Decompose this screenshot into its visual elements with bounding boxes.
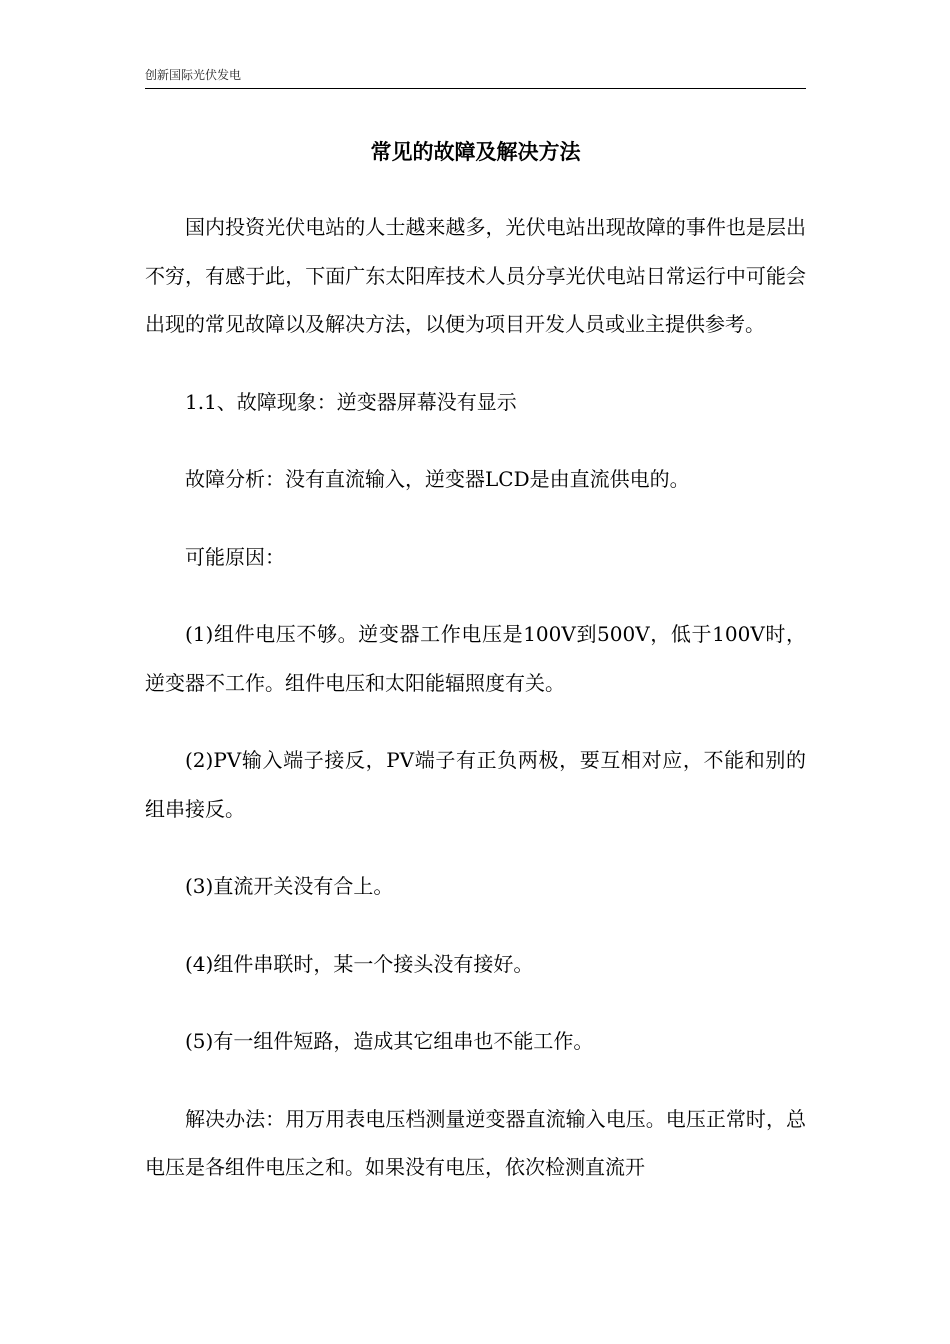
cause-item-5: (5)有一组件短路，造成其它组串也不能工作。: [185, 1029, 594, 1053]
cause-item-3: (3)直流开关没有合上。: [185, 874, 394, 898]
solution-paragraph: 解决办法：用万用表电压档测量逆变器直流输入电压。电压正常时，总电压是各组件电压之和。如果没有电压，依次检测直流开: [145, 1106, 806, 1179]
page-header: [145, 66, 806, 89]
fault-heading: 1.1、故障现象：逆变器屏幕没有显示: [185, 389, 517, 414]
cause-item-2: (2)PV输入端子接反，PV端子有正负两极，要互相对应，不能和别的组串接反。: [145, 748, 806, 821]
header-text: 创新国际光伏发电: [145, 68, 242, 82]
cause-item-4: (4)组件串联时，某一个接头没有接好。: [185, 951, 534, 976]
cause-item-1: (1)组件电压不够。逆变器工作电压是100V到500V，低于100V时，逆变器不工作。组件电压和太阳能辐照度有关。: [145, 622, 806, 695]
fault-analysis: 故障分析：没有直流输入，逆变器LCD是由直流供电的。: [185, 467, 690, 491]
possible-causes-label: 可能原因：: [185, 544, 285, 569]
document-body: [145, 203, 806, 1192]
document-title: 常见的故障及解决方法: [370, 139, 581, 164]
intro-paragraph: 国内投资光伏电站的人士越来越多，光伏电站出现故障的事件也是层出不穷，有感于此，下面广东太阳库技术人员分享光伏电站日常运行中可能会出现的常见故障以及解决方法，以便为项目开发人员或业主提供参考。: [145, 215, 806, 336]
